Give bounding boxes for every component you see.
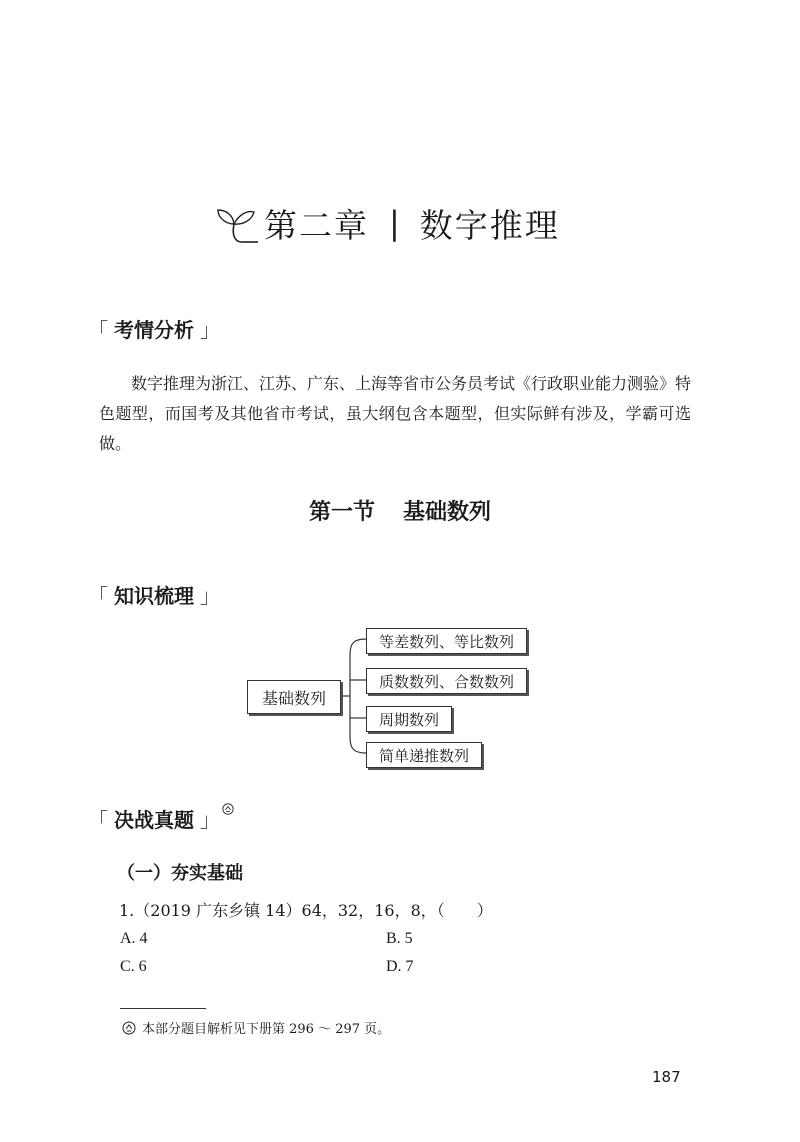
bracket-left: 「 (88, 318, 108, 342)
exam-analysis-heading (88, 314, 220, 343)
footnote-rule (120, 1008, 206, 1009)
real-questions-heading (88, 804, 234, 833)
knowledge-title: 知识梳理 (114, 584, 194, 608)
bracket-right: 」 (200, 808, 220, 832)
option-c: C. 6 (120, 958, 147, 975)
subheading: （一）夯实基础 (117, 863, 243, 884)
footnote-text: 本部分题目解析见下册第 296 ～ 297 页。 (142, 1022, 391, 1037)
chapter-divider: | (389, 204, 400, 242)
chapter-name: 数字推理 (419, 205, 560, 245)
bracket-right: 」 (200, 318, 220, 342)
mindmap-node-4: 简单递推数列 (366, 742, 482, 768)
bracket-left: 「 (88, 584, 108, 608)
section-number: 第一节 (308, 500, 375, 525)
footnote-marker-icon (222, 803, 234, 815)
question-stem: 1.（2019 广东乡镇 14）64，32，16，8，（ ） (119, 901, 493, 920)
knowledge-heading (88, 580, 220, 609)
footnote-marker-icon (122, 1021, 136, 1035)
section-name: 基础数列 (403, 500, 492, 525)
sprout-icon (212, 198, 260, 248)
mindmap-node-3: 周期数列 (366, 706, 452, 732)
section-title (0, 495, 800, 526)
exam-analysis-title: 考情分析 (114, 318, 194, 342)
footnote (122, 1018, 390, 1037)
exam-analysis-paragraph: 数字推理为浙江、江苏、广东、上海等省市公务员考试《行政职业能力测验》特色题型，而国考及其他省市考试，虽大纲包含本题型，但实际鲜有涉及，学霸可选做。 (99, 374, 692, 453)
bracket-left: 「 (88, 808, 108, 832)
real-questions-title: 决战真题 (114, 808, 194, 832)
mindmap-node-1: 等差数列、等比数列 (366, 628, 527, 654)
option-b: B. 5 (386, 930, 413, 947)
bracket-right: 」 (200, 584, 220, 608)
chapter-title (212, 195, 560, 251)
page-number: 187 (652, 1068, 681, 1086)
mindmap-root: 基础数列 (247, 680, 341, 714)
option-a: A. 4 (120, 930, 148, 947)
option-d: D. 7 (386, 958, 414, 975)
chapter-number: 第二章 (264, 205, 369, 245)
mindmap-node-2: 质数数列、合数数列 (366, 668, 527, 694)
